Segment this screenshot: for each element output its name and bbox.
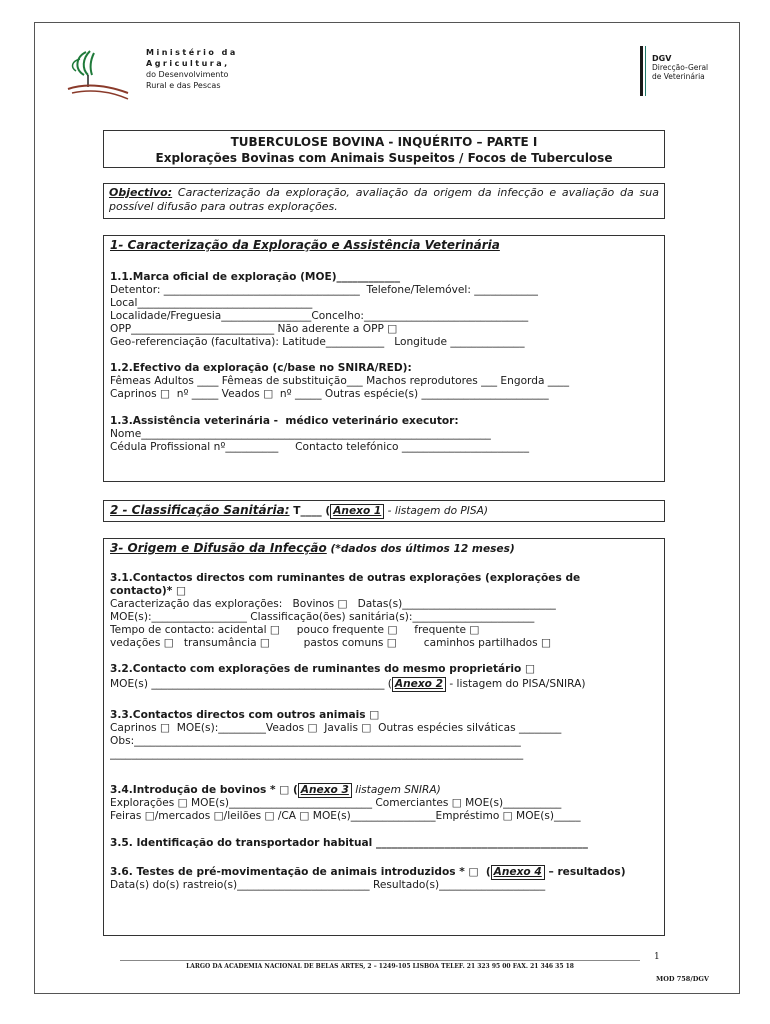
objective-label: Objectivo: bbox=[109, 186, 173, 199]
s34-title[interactable]: 3.4.Introdução de bovinos * □ ( bbox=[110, 784, 298, 796]
s32-moe-field[interactable]: MOE(s) ____________________________________________ ( bbox=[110, 678, 392, 690]
form-code: MOD 758/DGV bbox=[656, 975, 709, 983]
s36-title[interactable]: 3.6. Testes de pré-movimentação de animais introduzidos * □ ( bbox=[110, 866, 491, 878]
s12-caprinos-line[interactable]: Caprinos □ nº _____ Veados □ nº _____ Outras espécie(s) ________________________ bbox=[110, 388, 549, 400]
dgv-acronym: DGV bbox=[652, 54, 672, 63]
s36-rest: – resultados) bbox=[544, 866, 626, 878]
s34-rest: listagem SNIRA) bbox=[351, 784, 441, 796]
section3-heading: 3- Origem e Difusão da Infecção bbox=[110, 542, 327, 555]
ministry-name-line4: Rural e das Pescas bbox=[146, 81, 221, 90]
s34-exploracoes-line[interactable]: Explorações □ MOE(s)___________________________ Comerciantes □ MOE(s)___________ bbox=[110, 797, 562, 809]
ministry-name-line3: do Desenvolvimento bbox=[146, 70, 229, 79]
s13-nome-line[interactable]: Nome__________________________________________________________________ bbox=[110, 428, 491, 440]
ministry-logo bbox=[66, 47, 266, 103]
s11-title[interactable]: 1.1.Marca oficial de exploração (MOE)____________ bbox=[110, 271, 401, 283]
section-2 bbox=[103, 500, 665, 522]
section-3 bbox=[103, 538, 665, 936]
section-1 bbox=[103, 235, 665, 482]
section2-heading: 2 - Classificação Sanitária: bbox=[110, 504, 290, 517]
dgv-logo bbox=[640, 46, 750, 98]
annex-3-badge: Anexo 3 bbox=[298, 783, 352, 798]
s34-feiras-line[interactable]: Feiras □/mercados □/leilões □ /CA □ MOE(s)________________Empréstimo □ MOE(s)_____ bbox=[110, 810, 581, 822]
page-number: 1 bbox=[654, 952, 660, 962]
s33-title[interactable]: 3.3.Contactos directos com outros animais □ bbox=[110, 709, 380, 721]
s35-transportador-line[interactable]: 3.5. Identificação do transportador habitual ________________________________________ bbox=[110, 837, 588, 849]
s13-title: 1.3.Assistência veterinária - médico veterinário executor: bbox=[110, 415, 459, 427]
dgv-accent-bar bbox=[645, 46, 646, 96]
footer-divider bbox=[120, 960, 640, 961]
s31-title-line2[interactable]: contacto)* □ bbox=[110, 585, 187, 597]
footer-address: LARGO DA ACADEMIA NACIONAL DE BELAS ARTES, 2 – 1249-105 LISBOA TELEF. 21 323 95 00 FAX. 21 346 35 18 bbox=[186, 963, 574, 970]
section3-note: (*dados dos últimos 12 meses) bbox=[326, 543, 515, 555]
s31-vedacoes-line[interactable]: vedações □ transumância □ pastos comuns □ caminhos partilhados □ bbox=[110, 637, 552, 649]
s12-femeas-line[interactable]: Fêmeas Adultos ____ Fêmeas de substituição___ Machos reprodutores ___ Engorda ____ bbox=[110, 375, 569, 387]
title-line2: Explorações Bovinas com Animais Suspeitos / Focos de Tuberculose bbox=[155, 151, 613, 165]
s31-title-line1: 3.1.Contactos directos com ruminantes de outras explorações (explorações de bbox=[110, 572, 581, 584]
annex-1-badge: Anexo 1 bbox=[330, 504, 384, 519]
s32-rest: - listagem do PISA/SNIRA) bbox=[446, 678, 586, 690]
s31-moe-line[interactable]: MOE(s):__________________ Classificação(ões) sanitária(s):_______________________ bbox=[110, 611, 535, 623]
ministry-name-line1: Ministério da bbox=[146, 48, 238, 57]
section2-rest: - listagem do PISA) bbox=[384, 505, 489, 517]
annex-2-badge: Anexo 2 bbox=[392, 677, 446, 692]
s33-obs-line[interactable]: Obs:_________________________________________________________________________ bbox=[110, 735, 521, 747]
s33-caprinos-line[interactable]: Caprinos □ MOE(s):_________Veados □ Javalis □ Outras espécies silváticas ________ bbox=[110, 722, 562, 734]
s12-title: 1.2.Efectivo da exploração (c/base no SNIRA/RED): bbox=[110, 362, 412, 374]
objective-box bbox=[103, 183, 665, 219]
dgv-bar bbox=[640, 46, 643, 96]
s31-tempo-line[interactable]: Tempo de contacto: acidental □ pouco frequente □ frequente □ bbox=[110, 624, 480, 636]
ministry-name-line2: Agricultura, bbox=[146, 59, 230, 68]
s36-rastreio-line[interactable]: Data(s) do(s) rastreio(s)_________________________ Resultado(s)____________________ bbox=[110, 879, 546, 891]
s11-geo-line[interactable]: Geo-referenciação (facultativa): Latitude___________ Longitude ______________ bbox=[110, 336, 525, 348]
annex-4-badge: Anexo 4 bbox=[491, 865, 545, 880]
s11-opp-line[interactable]: OPP___________________________ Não aderente a OPP □ bbox=[110, 323, 398, 335]
dgv-line1: Direcção-Geral bbox=[652, 63, 709, 72]
dgv-line2: de Veterinária bbox=[652, 72, 705, 81]
form-title bbox=[103, 130, 665, 168]
s11-detentor-line[interactable]: Detentor: _____________________________________ Telefone/Telemóvel: ____________ bbox=[110, 284, 538, 296]
s31-caracterizacao-line[interactable]: Caracterização das explorações: Bovinos □ Datas(s)_____________________________ bbox=[110, 598, 556, 610]
s33-obs-line2[interactable]: ______________________________________________________________________________ bbox=[110, 748, 524, 760]
title-line1: TUBERCULOSE BOVINA - INQUÉRITO – PARTE I bbox=[230, 135, 538, 149]
s32-title[interactable]: 3.2.Contacto com explorações de ruminantes do mesmo proprietário □ bbox=[110, 663, 536, 675]
ministry-emblem-icon bbox=[66, 47, 146, 103]
s11-localidade-line[interactable]: Localidade/Freguesia_________________Concelho:_______________________________ bbox=[110, 310, 529, 322]
section2-t-field[interactable]: T____ ( bbox=[289, 505, 331, 517]
section1-heading: 1- Caracterização da Exploração e Assistência Veterinária bbox=[110, 239, 500, 252]
s13-cedula-line[interactable]: Cédula Profissional nº__________ Contacto telefónico ________________________ bbox=[110, 441, 529, 453]
s11-local-line[interactable]: Local_________________________________ bbox=[110, 297, 313, 309]
objective-text: Caracterização da exploração, avaliação da origem da infecção e avaliação da sua possível difusão para outras explorações. bbox=[109, 186, 659, 213]
